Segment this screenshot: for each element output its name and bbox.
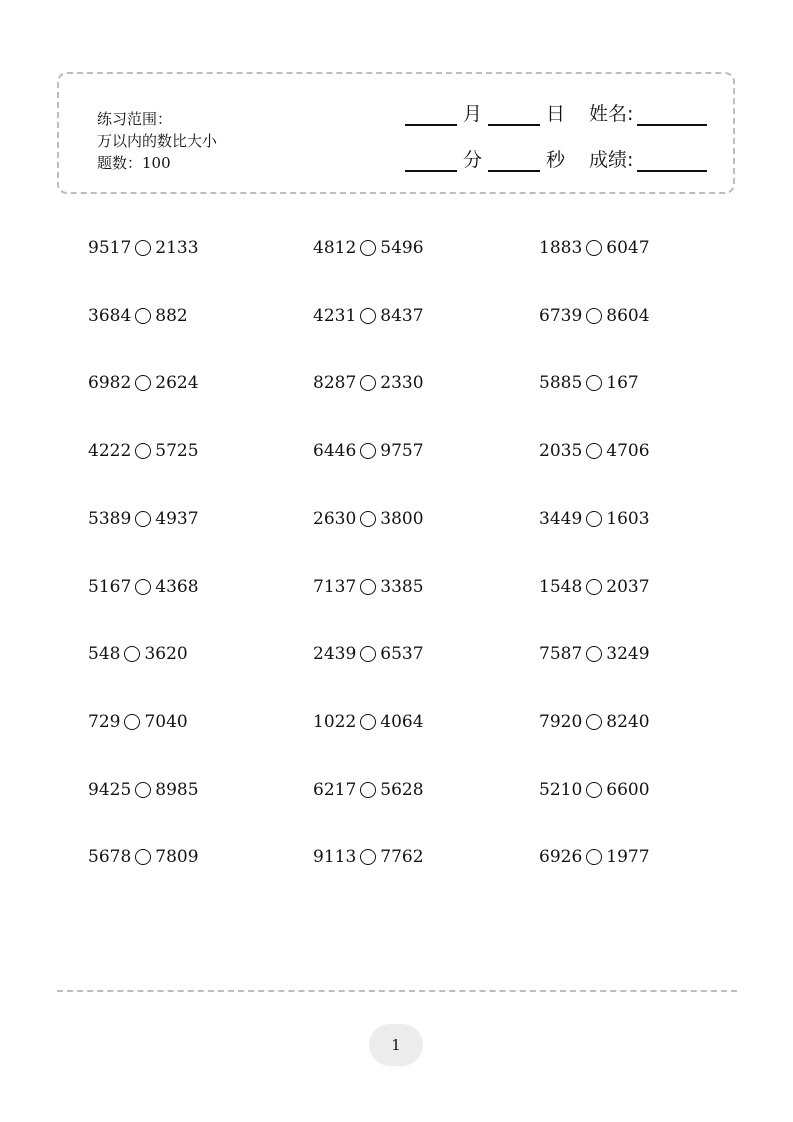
question-count-value: 100	[142, 154, 171, 172]
minute-blank[interactable]	[405, 148, 457, 172]
left-number: 7587	[539, 644, 583, 665]
left-number: 5167	[88, 576, 132, 597]
left-number: 5389	[88, 508, 132, 529]
left-number: 4231	[313, 305, 357, 326]
answer-circle[interactable]	[586, 511, 602, 527]
comparison-problem	[88, 577, 199, 597]
right-number: 6600	[606, 779, 650, 800]
comparison-problem	[539, 238, 650, 258]
answer-circle[interactable]	[135, 511, 151, 527]
day-label: 日	[546, 103, 566, 125]
answer-circle[interactable]	[586, 714, 602, 730]
right-number: 8437	[380, 305, 424, 326]
right-number: 4064	[380, 711, 424, 732]
right-number: 2330	[380, 373, 424, 394]
right-number: 3800	[380, 508, 424, 529]
right-number: 4706	[606, 441, 650, 462]
left-number: 6739	[539, 305, 583, 326]
left-number: 4222	[88, 441, 132, 462]
answer-circle[interactable]	[360, 240, 376, 256]
right-number: 1977	[606, 847, 650, 868]
comparison-problem	[539, 509, 650, 529]
comparison-problem	[88, 509, 199, 529]
right-number: 6537	[380, 644, 424, 665]
left-number: 3449	[539, 508, 583, 529]
right-number: 4937	[155, 508, 199, 529]
minute-label: 分	[463, 149, 483, 171]
comparison-problem	[539, 373, 639, 393]
answer-circle[interactable]	[360, 375, 376, 391]
right-number: 2133	[155, 238, 199, 258]
answer-circle[interactable]	[135, 579, 151, 595]
answer-circle[interactable]	[586, 579, 602, 595]
comparison-problem	[88, 712, 188, 732]
comparison-problem	[539, 780, 650, 800]
answer-circle[interactable]	[135, 375, 151, 391]
right-number: 5628	[380, 779, 424, 800]
month-blank[interactable]	[405, 102, 457, 126]
left-number: 1548	[539, 576, 583, 597]
comparison-problem	[88, 238, 199, 258]
right-number: 2037	[606, 576, 650, 597]
left-number: 6446	[313, 441, 357, 462]
comparison-problem	[539, 712, 650, 732]
left-number: 9113	[313, 847, 357, 868]
answer-circle[interactable]	[360, 849, 376, 865]
answer-circle[interactable]	[135, 240, 151, 256]
left-number: 2630	[313, 508, 357, 529]
second-label: 秒	[546, 149, 566, 171]
comparison-problem	[88, 780, 199, 800]
answer-circle[interactable]	[135, 443, 151, 459]
answer-circle[interactable]	[360, 308, 376, 324]
name-blank[interactable]	[637, 102, 707, 126]
page-number: 1	[369, 1024, 423, 1066]
answer-circle[interactable]	[360, 579, 376, 595]
worksheet-info	[97, 108, 217, 174]
second-blank[interactable]	[488, 148, 540, 172]
comparison-problem	[313, 441, 424, 461]
comparison-problem	[539, 577, 650, 597]
answer-circle[interactable]	[135, 782, 151, 798]
left-number: 548	[88, 644, 121, 665]
comparison-problem	[88, 441, 199, 461]
answer-circle[interactable]	[586, 849, 602, 865]
answer-circle[interactable]	[586, 646, 602, 662]
question-count	[97, 152, 217, 174]
answer-circle[interactable]	[124, 646, 140, 662]
left-number: 6217	[313, 779, 357, 800]
right-number: 3385	[380, 576, 424, 597]
left-number: 8287	[313, 373, 357, 394]
day-blank[interactable]	[488, 102, 540, 126]
name-label: 姓名:	[589, 103, 634, 125]
answer-circle[interactable]	[135, 308, 151, 324]
time-score-row	[405, 142, 707, 172]
right-number: 6047	[606, 238, 650, 258]
left-number: 4812	[313, 238, 357, 258]
answer-circle[interactable]	[124, 714, 140, 730]
answer-circle[interactable]	[360, 646, 376, 662]
practice-range-value: 万以内的数比大小	[97, 132, 218, 150]
worksheet-header	[57, 72, 735, 194]
answer-circle[interactable]	[586, 240, 602, 256]
comparison-problem	[539, 644, 650, 664]
fill-in-fields	[405, 96, 707, 188]
right-number: 3249	[606, 644, 650, 665]
left-number: 7920	[539, 711, 583, 732]
question-count-label: 题数：	[97, 154, 143, 172]
answer-circle[interactable]	[135, 849, 151, 865]
left-number: 5885	[539, 373, 583, 394]
left-number: 5210	[539, 779, 583, 800]
footer-divider	[57, 990, 737, 992]
right-number: 2624	[155, 373, 199, 394]
right-number: 7040	[144, 711, 188, 732]
right-number: 3620	[144, 644, 188, 665]
answer-circle[interactable]	[360, 714, 376, 730]
right-number: 5725	[155, 441, 199, 462]
comparison-problem	[313, 373, 424, 393]
left-number: 7137	[313, 576, 357, 597]
answer-circle[interactable]	[586, 782, 602, 798]
answer-circle[interactable]	[586, 375, 602, 391]
comparison-problem	[313, 238, 424, 258]
practice-range-label: 练习范围：	[97, 110, 173, 128]
left-number: 729	[88, 711, 121, 732]
right-number: 1603	[606, 508, 650, 529]
left-number: 5678	[88, 847, 132, 868]
right-number: 8604	[606, 305, 650, 326]
left-number: 6926	[539, 847, 583, 868]
score-blank[interactable]	[637, 148, 707, 172]
date-name-row	[405, 96, 707, 126]
comparison-problem	[539, 441, 650, 461]
answer-circle[interactable]	[586, 443, 602, 459]
answer-circle[interactable]	[586, 308, 602, 324]
right-number: 5496	[380, 238, 424, 258]
comparison-problem	[539, 306, 650, 326]
answer-circle[interactable]	[360, 443, 376, 459]
left-number: 1022	[313, 711, 357, 732]
right-number: 9757	[380, 441, 424, 462]
comparison-problem	[88, 373, 199, 393]
left-number: 3684	[88, 305, 132, 326]
right-number: 4368	[155, 576, 199, 597]
answer-circle[interactable]	[360, 782, 376, 798]
right-number: 7809	[155, 847, 199, 868]
right-number: 8985	[155, 779, 199, 800]
right-number: 7762	[380, 847, 424, 868]
month-label: 月	[463, 103, 483, 125]
comparison-problem	[313, 306, 424, 326]
comparison-problem	[313, 712, 424, 732]
right-number: 8240	[606, 711, 650, 732]
comparison-problem	[313, 780, 424, 800]
left-number: 6982	[88, 373, 132, 394]
left-number: 2439	[313, 644, 357, 665]
left-number: 9517	[88, 238, 132, 258]
comparison-problem	[539, 847, 650, 867]
answer-circle[interactable]	[360, 511, 376, 527]
comparison-problem	[313, 509, 424, 529]
comparison-problem	[313, 644, 424, 664]
comparison-problem	[313, 847, 424, 867]
comparison-problem	[88, 847, 199, 867]
right-number: 167	[606, 373, 639, 394]
left-number: 9425	[88, 779, 132, 800]
comparison-problem	[88, 644, 188, 664]
left-number: 2035	[539, 441, 583, 462]
comparison-problem	[88, 306, 188, 326]
comparison-problem	[313, 577, 424, 597]
score-label: 成绩:	[589, 149, 634, 171]
right-number: 882	[155, 305, 188, 326]
left-number: 1883	[539, 238, 583, 258]
